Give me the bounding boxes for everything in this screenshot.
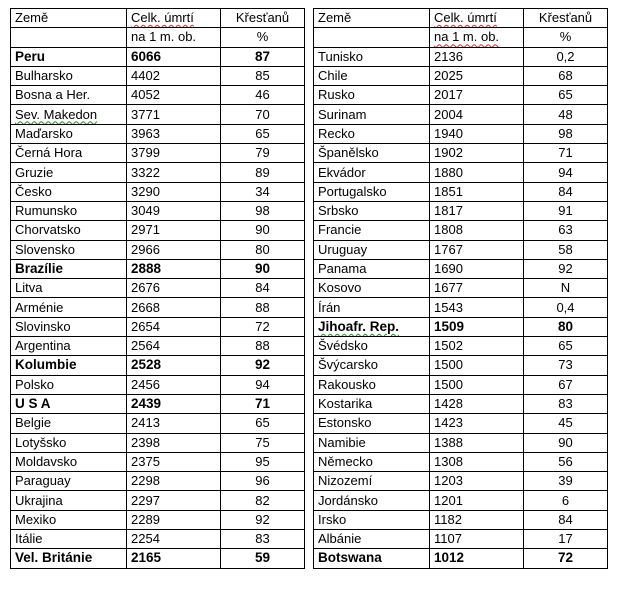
- header-deaths: [127, 9, 221, 28]
- country-cell: Lotyšsko: [11, 433, 127, 452]
- country-cell: Recko: [314, 124, 430, 143]
- table-row: [11, 394, 305, 413]
- deaths-cell: 2398: [127, 433, 221, 452]
- table-row: [314, 472, 608, 491]
- header-country: Země: [11, 9, 127, 28]
- table-right: [313, 8, 608, 569]
- tables-wrapper: [10, 8, 608, 569]
- country-cell: Írán: [314, 298, 430, 317]
- country-cell: Uruguay: [314, 240, 430, 259]
- country-cell: Slovinsko: [11, 317, 127, 336]
- table-row: [11, 201, 305, 220]
- country-cell: Tunisko: [314, 47, 430, 66]
- header-christians-sub: %: [524, 28, 608, 47]
- table-row: [11, 86, 305, 105]
- deaths-cell: 2888: [127, 259, 221, 278]
- country-cell: Polsko: [11, 375, 127, 394]
- christians-pct-cell: 70: [221, 105, 305, 124]
- christians-pct-cell: 72: [221, 317, 305, 336]
- table-row: [11, 414, 305, 433]
- deaths-cell: 4052: [127, 86, 221, 105]
- country-cell: Srbsko: [314, 201, 430, 220]
- table-row: [314, 259, 608, 278]
- deaths-cell: 2971: [127, 221, 221, 240]
- header-row: [314, 9, 608, 28]
- table-row: [11, 298, 305, 317]
- deaths-cell: 1767: [430, 240, 524, 259]
- table-row: [314, 356, 608, 375]
- deaths-cell: 1308: [430, 452, 524, 471]
- table-row: [11, 259, 305, 278]
- country-cell: U S A: [11, 394, 127, 413]
- country-cell: Kosovo: [314, 279, 430, 298]
- deaths-cell: 1500: [430, 356, 524, 375]
- deaths-cell: 2136: [430, 47, 524, 66]
- table-row: [11, 356, 305, 375]
- christians-pct-cell: 98: [524, 124, 608, 143]
- country-cell: Maďarsko: [11, 124, 127, 143]
- christians-pct-cell: 98: [221, 201, 305, 220]
- country-cell: Rumunsko: [11, 201, 127, 220]
- header-country-sub: [314, 28, 430, 47]
- table-row: [314, 375, 608, 394]
- deaths-cell: 1851: [430, 182, 524, 201]
- deaths-cell: 1817: [430, 201, 524, 220]
- christians-pct-cell: 87: [221, 47, 305, 66]
- deaths-cell: 3799: [127, 144, 221, 163]
- country-cell: Nizozemí: [314, 472, 430, 491]
- deaths-cell: 1880: [430, 163, 524, 182]
- christians-pct-cell: 84: [221, 279, 305, 298]
- christians-pct-cell: 17: [524, 530, 608, 549]
- country-cell: Francie: [314, 221, 430, 240]
- deaths-cell: 1902: [430, 144, 524, 163]
- christians-pct-cell: 34: [221, 182, 305, 201]
- table-row: [11, 182, 305, 201]
- table-row: [314, 549, 608, 568]
- christians-pct-cell: 72: [524, 549, 608, 568]
- deaths-cell: 2298: [127, 472, 221, 491]
- christians-pct-cell: 90: [221, 221, 305, 240]
- table-row: [11, 221, 305, 240]
- header-country-sub: [11, 28, 127, 47]
- deaths-cell: 2289: [127, 510, 221, 529]
- country-cell: Česko: [11, 182, 127, 201]
- table-row: [11, 549, 305, 568]
- deaths-cell: 2375: [127, 452, 221, 471]
- christians-pct-cell: 80: [221, 240, 305, 259]
- deaths-cell: 2528: [127, 356, 221, 375]
- christians-pct-cell: 68: [524, 66, 608, 85]
- country-text: Jihoafr. Rep.: [318, 318, 400, 334]
- table-row: [314, 530, 608, 549]
- christians-pct-cell: 0,4: [524, 298, 608, 317]
- table-row: [314, 66, 608, 85]
- table-row: [314, 279, 608, 298]
- christians-pct-cell: 90: [221, 259, 305, 278]
- country-cell: Slovensko: [11, 240, 127, 259]
- deaths-cell: 2413: [127, 414, 221, 433]
- deaths-cell: 1677: [430, 279, 524, 298]
- table-row: [314, 182, 608, 201]
- deaths-cell: 1428: [430, 394, 524, 413]
- table-row: [314, 452, 608, 471]
- table-row: [314, 144, 608, 163]
- deaths-cell: 3049: [127, 201, 221, 220]
- christians-pct-cell: 65: [221, 414, 305, 433]
- country-cell: Paraguay: [11, 472, 127, 491]
- country-cell: Bulharsko: [11, 66, 127, 85]
- country-cell: Švédsko: [314, 337, 430, 356]
- table-row: [314, 298, 608, 317]
- christians-pct-cell: 45: [524, 414, 608, 433]
- deaths-cell: 1201: [430, 491, 524, 510]
- deaths-cell: 2966: [127, 240, 221, 259]
- table-row: [11, 530, 305, 549]
- table-row: [11, 375, 305, 394]
- christians-pct-cell: 92: [221, 356, 305, 375]
- christians-pct-cell: 83: [524, 394, 608, 413]
- country-cell: Peru: [11, 47, 127, 66]
- christians-pct-cell: N: [524, 279, 608, 298]
- country-cell: Surinam: [314, 105, 430, 124]
- christians-pct-cell: 96: [221, 472, 305, 491]
- deaths-cell: 1543: [430, 298, 524, 317]
- christians-pct-cell: 71: [524, 144, 608, 163]
- country-cell: Jordánsko: [314, 491, 430, 510]
- country-cell: Namibie: [314, 433, 430, 452]
- deaths-cell: 1012: [430, 549, 524, 568]
- country-cell: [11, 105, 127, 124]
- christians-pct-cell: 73: [524, 356, 608, 375]
- table-row: [314, 414, 608, 433]
- table-row: [11, 47, 305, 66]
- deaths-cell: 4402: [127, 66, 221, 85]
- christians-pct-cell: 88: [221, 298, 305, 317]
- table-row: [314, 86, 608, 105]
- table-row: [314, 124, 608, 143]
- table-row: [11, 105, 305, 124]
- table-row: [314, 47, 608, 66]
- christians-pct-cell: 0,2: [524, 47, 608, 66]
- deaths-cell: 1940: [430, 124, 524, 143]
- header-deaths-text: Celk. úmrtí: [131, 10, 194, 26]
- table-row: [314, 105, 608, 124]
- christians-pct-cell: 6: [524, 491, 608, 510]
- christians-pct-cell: 88: [221, 337, 305, 356]
- deaths-cell: 1107: [430, 530, 524, 549]
- deaths-cell: 6066: [127, 47, 221, 66]
- deaths-cell: 2004: [430, 105, 524, 124]
- deaths-cell: 2297: [127, 491, 221, 510]
- table-row: [11, 124, 305, 143]
- country-cell: Gruzie: [11, 163, 127, 182]
- header-christians: Křesťanů: [524, 9, 608, 28]
- header-country: Země: [314, 9, 430, 28]
- deaths-cell: 2017: [430, 86, 524, 105]
- deaths-cell: 1502: [430, 337, 524, 356]
- deaths-cell: 1423: [430, 414, 524, 433]
- header-deaths-sub: na 1 m. ob.: [127, 28, 221, 47]
- country-cell: Černá Hora: [11, 144, 127, 163]
- deaths-cell: 2165: [127, 549, 221, 568]
- table-row: [314, 240, 608, 259]
- header-christians: Křesťanů: [221, 9, 305, 28]
- country-cell: Bosna a Her.: [11, 86, 127, 105]
- country-cell: Rakousko: [314, 375, 430, 394]
- table-left: [10, 8, 305, 569]
- christians-pct-cell: 39: [524, 472, 608, 491]
- country-cell: Chile: [314, 66, 430, 85]
- country-cell: Kostarika: [314, 394, 430, 413]
- table-row: [314, 394, 608, 413]
- table-row: [11, 337, 305, 356]
- header-deaths-text: Celk. úmrtí: [434, 10, 497, 26]
- country-cell: Estonsko: [314, 414, 430, 433]
- country-cell: Arménie: [11, 298, 127, 317]
- deaths-cell: 2654: [127, 317, 221, 336]
- deaths-cell: 2668: [127, 298, 221, 317]
- country-cell: Moldavsko: [11, 452, 127, 471]
- table-row: [11, 163, 305, 182]
- christians-pct-cell: 84: [524, 510, 608, 529]
- country-text: Sev. Makedon: [15, 106, 98, 122]
- header-deaths: [430, 9, 524, 28]
- country-cell: Portugalsko: [314, 182, 430, 201]
- christians-pct-cell: 75: [221, 433, 305, 452]
- country-cell: Argentina: [11, 337, 127, 356]
- table-row: [314, 491, 608, 510]
- table-row: [11, 240, 305, 259]
- deaths-cell: 3963: [127, 124, 221, 143]
- deaths-cell: 2439: [127, 394, 221, 413]
- country-cell: Rusko: [314, 86, 430, 105]
- christians-pct-cell: 84: [524, 182, 608, 201]
- table-row: [314, 163, 608, 182]
- christians-pct-cell: 56: [524, 452, 608, 471]
- country-cell: Kolumbie: [11, 356, 127, 375]
- christians-pct-cell: 94: [524, 163, 608, 182]
- table-row: [11, 472, 305, 491]
- table-row: [314, 510, 608, 529]
- country-cell: Botswana: [314, 549, 430, 568]
- christians-pct-cell: 82: [221, 491, 305, 510]
- country-cell: Ukrajina: [11, 491, 127, 510]
- christians-pct-cell: 80: [524, 317, 608, 336]
- table-row: [11, 510, 305, 529]
- country-cell: Irsko: [314, 510, 430, 529]
- header-deaths-sub: [430, 28, 524, 47]
- christians-pct-cell: 58: [524, 240, 608, 259]
- header-row-sub: [314, 28, 608, 47]
- deaths-cell: 1808: [430, 221, 524, 240]
- deaths-cell: 2254: [127, 530, 221, 549]
- christians-pct-cell: 67: [524, 375, 608, 394]
- country-cell: Německo: [314, 452, 430, 471]
- christians-pct-cell: 65: [221, 124, 305, 143]
- table-row: [11, 144, 305, 163]
- christians-pct-cell: 91: [524, 201, 608, 220]
- table-row: [11, 433, 305, 452]
- country-cell: Švýcarsko: [314, 356, 430, 375]
- christians-pct-cell: 65: [524, 86, 608, 105]
- christians-pct-cell: 48: [524, 105, 608, 124]
- header-christians-sub: %: [221, 28, 305, 47]
- country-cell: Ekvádor: [314, 163, 430, 182]
- christians-pct-cell: 63: [524, 221, 608, 240]
- christians-pct-cell: 94: [221, 375, 305, 394]
- deaths-cell: 3290: [127, 182, 221, 201]
- header-row-sub: [11, 28, 305, 47]
- country-cell: Albánie: [314, 530, 430, 549]
- deaths-cell: 1500: [430, 375, 524, 394]
- deaths-cell: 1388: [430, 433, 524, 452]
- deaths-cell: 2456: [127, 375, 221, 394]
- christians-pct-cell: 79: [221, 144, 305, 163]
- deaths-cell: 2676: [127, 279, 221, 298]
- table-row: [314, 317, 608, 336]
- table-row: [11, 279, 305, 298]
- christians-pct-cell: 59: [221, 549, 305, 568]
- table-row: [11, 66, 305, 85]
- country-cell: Chorvatsko: [11, 221, 127, 240]
- country-cell: Panama: [314, 259, 430, 278]
- header-row: [11, 9, 305, 28]
- table-row: [11, 317, 305, 336]
- deaths-cell: 1690: [430, 259, 524, 278]
- christians-pct-cell: 71: [221, 394, 305, 413]
- christians-pct-cell: 89: [221, 163, 305, 182]
- deaths-cell: 1203: [430, 472, 524, 491]
- deaths-cell: 3771: [127, 105, 221, 124]
- christians-pct-cell: 92: [524, 259, 608, 278]
- christians-pct-cell: 46: [221, 86, 305, 105]
- christians-pct-cell: 83: [221, 530, 305, 549]
- country-cell: Brazílie: [11, 259, 127, 278]
- christians-pct-cell: 95: [221, 452, 305, 471]
- deaths-cell: 1182: [430, 510, 524, 529]
- deaths-cell: 2025: [430, 66, 524, 85]
- country-cell: Litva: [11, 279, 127, 298]
- header-deaths-sub-text: na 1 m. ob.: [434, 29, 500, 45]
- deaths-cell: 3322: [127, 163, 221, 182]
- country-cell: Belgie: [11, 414, 127, 433]
- table-row: [314, 201, 608, 220]
- table-row: [11, 452, 305, 471]
- christians-pct-cell: 90: [524, 433, 608, 452]
- table-row: [11, 491, 305, 510]
- country-cell: [314, 317, 430, 336]
- deaths-cell: 1509: [430, 317, 524, 336]
- table-row: [314, 221, 608, 240]
- table-row: [314, 337, 608, 356]
- christians-pct-cell: 92: [221, 510, 305, 529]
- christians-pct-cell: 65: [524, 337, 608, 356]
- christians-pct-cell: 85: [221, 66, 305, 85]
- country-cell: Španělsko: [314, 144, 430, 163]
- country-cell: Vel. Británie: [11, 549, 127, 568]
- table-row: [314, 433, 608, 452]
- deaths-cell: 2564: [127, 337, 221, 356]
- country-cell: Mexiko: [11, 510, 127, 529]
- country-cell: Itálie: [11, 530, 127, 549]
